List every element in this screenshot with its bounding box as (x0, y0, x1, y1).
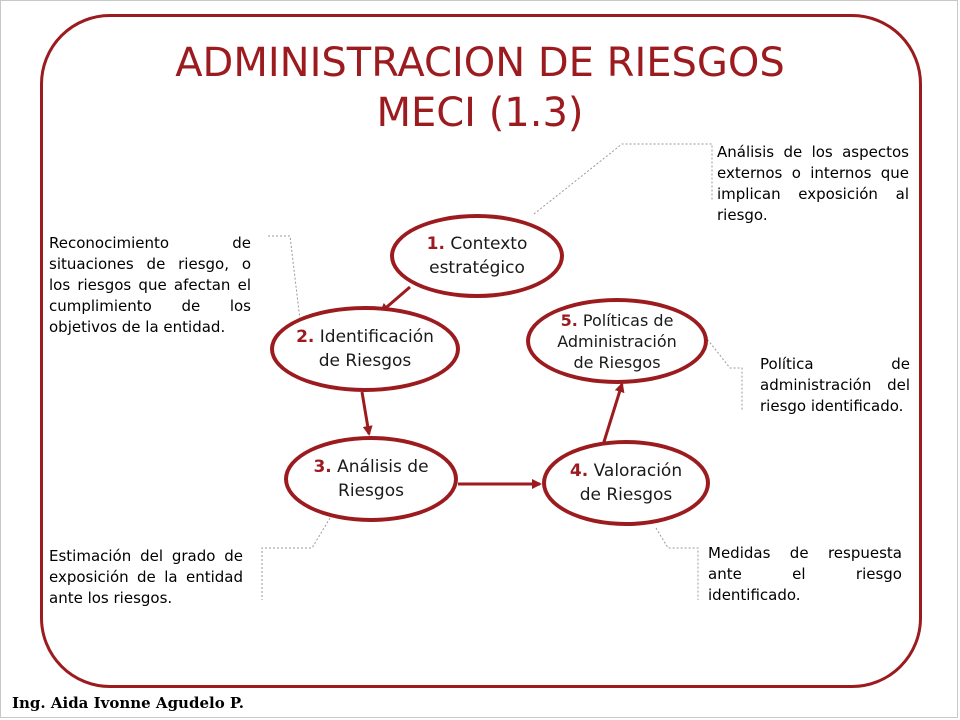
node-2-text-1: Identificación (319, 327, 434, 347)
node-analisis-riesgos (284, 436, 458, 522)
connector-identificacion (268, 236, 300, 320)
node-5-text-1: Políticas de (582, 310, 674, 330)
node-contexto-estrategico (390, 214, 564, 298)
title-line-1: ADMINISTRACION DE RIESGOS (175, 40, 785, 86)
connector-analisis (262, 518, 330, 600)
node-3-line-1 (313, 455, 428, 479)
node-2-number: 2. (296, 327, 315, 347)
node-4-text-1: Valoración (593, 461, 683, 481)
node-1-text-1: Contexto (450, 234, 528, 254)
node-3-number: 3. (313, 457, 332, 477)
node-1-line-1 (427, 232, 528, 256)
node-1-text-2: estratégico (429, 258, 525, 278)
node-5-text-3: de Riesgos (573, 352, 661, 372)
node-valoracion-riesgos (542, 440, 710, 526)
note-politicas: Política de administración del riesgo identificado. (760, 355, 910, 415)
connector-valoracion (656, 528, 698, 600)
arrow-4-to-5 (603, 384, 622, 445)
node-5-text-2: Administración (557, 331, 677, 351)
node-2-line-1 (296, 325, 434, 349)
node-5-number: 5. (560, 310, 578, 330)
node-3-text-1: Análisis de (337, 457, 429, 477)
note-identificacion: Reconocimiento de situaciones de riesgo, o los riesgos que afectan el cumplimiento de los objetivos de la entidad. (49, 234, 251, 336)
node-2-text-2: de Riesgos (318, 351, 412, 371)
note-analisis: Estimación del grado de exposición de la entidad ante los riesgos. (49, 547, 243, 607)
node-4-number: 4. (569, 461, 589, 481)
node-4-line-1 (570, 459, 682, 483)
author-footer: Ing. Aida Ivonne Agudelo P. (12, 694, 244, 712)
arrow-2-to-3 (362, 392, 369, 434)
node-1-number: 1. (426, 234, 445, 254)
node-politicas-administracion (526, 298, 708, 384)
node-5-line-1 (561, 310, 674, 331)
note-contexto: Análisis de los aspectos externos o internos que implican exposición al riesgo. (717, 143, 909, 224)
node-identificacion-riesgos (270, 306, 460, 392)
node-3-text-2: Riesgos (338, 481, 404, 501)
title-line-2: MECI (1.3) (376, 90, 584, 136)
node-4-text-2: de Riesgos (579, 485, 673, 505)
connector-contexto (534, 144, 712, 214)
note-valoracion: Medidas de respuesta ante el riesgo identificado. (708, 544, 902, 604)
